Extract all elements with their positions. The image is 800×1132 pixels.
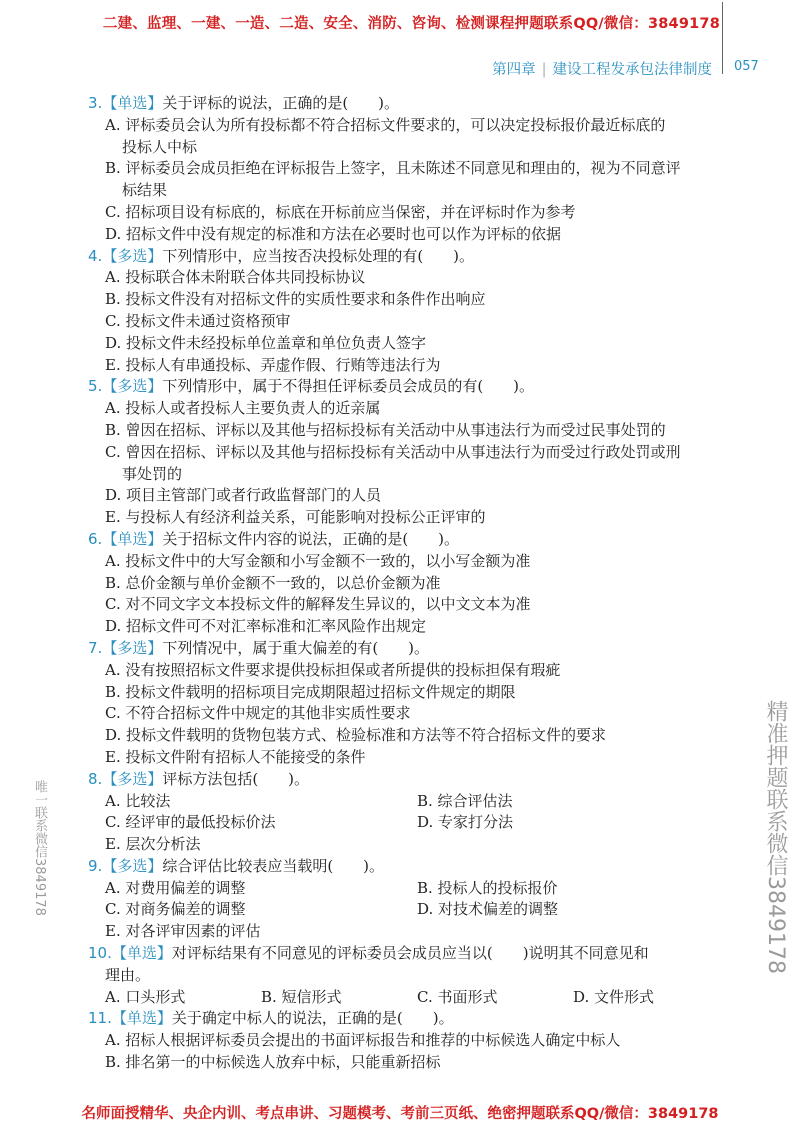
option-row [88, 987, 738, 1009]
question-type: 【多选】 [102, 377, 163, 396]
option: E. 层次分析法 [105, 835, 201, 854]
question-11 [88, 1008, 738, 1073]
option: D. 专家打分法 [417, 813, 514, 832]
header-divider [722, 2, 723, 74]
question-stem: 对评标结果有不同意见的评标委员会成员应当以( )说明其不同意见和 [171, 944, 649, 963]
question-type: 【多选】 [102, 769, 163, 788]
question-number: 5. [88, 377, 103, 396]
watermark: 精准押题联系微信3849178 [763, 700, 788, 974]
question-type: 【多选】 [102, 246, 163, 265]
option: D. 招标文件中没有规定的标准和方法在必要时也可以作为评标的依据 [105, 224, 562, 243]
option: C. 对不同文字文本投标文件的解释发生异议的，以中文文本为准 [105, 595, 531, 614]
option: A. 口头形式 [105, 987, 186, 1006]
option: B. 投标文件载明的招标项目完成期限超过招标文件规定的期限 [105, 682, 516, 701]
question-stem: 下列情况中，属于重大偏差的有( )。 [162, 638, 430, 657]
option: C. 经评审的最低投标价法 [105, 813, 276, 832]
option-continued: 标结果 [122, 181, 168, 200]
option: E. 与投标人有经济利益关系，可能影响对投标公正评审的 [105, 508, 486, 527]
option: A. 比较法 [105, 791, 171, 810]
option: A. 招标人根据评标委员会提出的书面评标报告和推荐的中标候选人确定中标人 [105, 1031, 621, 1050]
option: D. 项目主管部门或者行政监督部门的人员 [105, 486, 382, 505]
chapter-number: 第四章 [492, 62, 536, 78]
question-stem: 关于评标的说法，正确的是( )。 [162, 94, 400, 112]
question-list [88, 93, 738, 1074]
question-number: 4. [88, 246, 103, 265]
option: D. 投标文件未经投标单位盖章和单位负责人签字 [105, 333, 427, 352]
question-number: 3. [88, 94, 103, 112]
option: E. 对各评审因素的评估 [105, 922, 261, 941]
question-7 [88, 638, 738, 769]
option: B. 总价金额与单价金额不一致的，以总价金额为准 [105, 573, 441, 592]
question-number: 6. [88, 529, 103, 548]
question-type: 【多选】 [102, 856, 163, 875]
option: A. 评标委员会认为所有投标都不符合招标文件要求的，可以决定投标报价最近标底的 [105, 115, 666, 134]
chapter-separator: | [541, 62, 547, 78]
watermark: 唯一联系微信3849178 [32, 780, 47, 916]
option: C. 不符合招标文件中规定的其他非实质性要求 [105, 704, 411, 723]
chapter-title: 建设工程发承包法律制度 [552, 62, 712, 78]
option: C. 曾因在招标、评标以及其他与招标投标有关活动中从事违法行为而受过行政处罚或刑 [105, 442, 681, 461]
option: A. 对费用偏差的调整 [105, 878, 246, 897]
option: E. 投标人有串通投标、弄虚作假、行贿等违法行为 [105, 355, 441, 374]
question-number: 9. [88, 856, 103, 875]
page-number: 057 [734, 59, 759, 74]
option: B. 曾因在招标、评标以及其他与招标投标有关活动中从事违法行为而受过民事处罚的 [105, 420, 666, 439]
option: C. 招标项目设有标底的，标底在开标前应当保密，并在评标时作为参考 [105, 202, 576, 221]
question-type: 【单选】 [111, 1009, 172, 1028]
question-6 [88, 529, 738, 638]
option-continued: 投标人中标 [122, 137, 198, 156]
option: B. 投标文件没有对招标文件的实质性要求和条件作出响应 [105, 290, 486, 309]
question-type: 【多选】 [102, 638, 163, 657]
option-row [88, 899, 738, 921]
question-9 [88, 856, 738, 943]
option: C. 对商务偏差的调整 [105, 900, 246, 919]
option-row [88, 812, 738, 834]
option-row [88, 791, 738, 813]
promo-banner: 二建、监理、一建、一造、二造、安全、消防、咨询、检测课程押题联系QQ/微信：3849178 [102, 16, 720, 32]
option: E. 投标文件附有招标人不能接受的条件 [105, 747, 366, 766]
question-4 [88, 246, 738, 377]
option: D. 文件形式 [573, 987, 655, 1006]
question-type: 【单选】 [111, 944, 172, 963]
option-row [88, 878, 738, 900]
question-type: 【单选】 [102, 529, 163, 548]
question-stem: 下列情形中，应当按否决投标处理的有( )。 [162, 246, 475, 265]
question-stem-continued: 理由。 [105, 965, 151, 984]
option: C. 投标文件未通过资格预审 [105, 311, 291, 330]
option: A. 投标文件中的大写金额和小写金额不一致的，以小写金额为准 [105, 551, 531, 570]
option: D. 对技术偏差的调整 [417, 900, 559, 919]
question-type: 【单选】 [102, 94, 163, 112]
promo-footer: 名师面授精华、央企内训、考点串讲、习题模考、考前三页纸、绝密押题联系QQ/微信：3849178 [81, 1106, 719, 1122]
option: A. 投标联合体未附联合体共同投标协议 [105, 268, 366, 287]
question-stem: 综合评估比较表应当载明( )。 [162, 856, 385, 875]
option: B. 排名第一的中标候选人放弃中标，只能重新招标 [105, 1053, 441, 1072]
question-number: 11. [88, 1009, 112, 1028]
question-number: 10. [88, 944, 112, 963]
question-3 [88, 93, 738, 246]
option: B. 评标委员会成员拒绝在评标报告上签字，且未陈述不同意见和理由的，视为不同意评 [105, 159, 681, 178]
option: B. 投标人的投标报价 [417, 878, 558, 897]
question-stem: 评标方法包括( )。 [162, 769, 310, 788]
option: C. 书面形式 [417, 987, 498, 1006]
option: B. 短信形式 [261, 987, 342, 1006]
question-10 [88, 943, 738, 1008]
option-continued: 事处罚的 [122, 464, 183, 483]
question-number: 8. [88, 769, 103, 788]
question-8 [88, 769, 738, 856]
question-stem: 关于确定中标人的说法，正确的是( )。 [171, 1009, 454, 1028]
option: D. 招标文件可不对汇率标准和汇率风险作出规定 [105, 617, 427, 636]
question-stem: 下列情形中，属于不得担任评标委员会成员的有( )。 [162, 377, 535, 396]
option: A. 投标人或者投标人主要负责人的近亲属 [105, 399, 381, 418]
question-number: 7. [88, 638, 103, 657]
chapter-header [492, 58, 712, 79]
option: D. 投标文件载明的货物包装方式、检验标准和方法等不符合招标文件的要求 [105, 726, 607, 745]
option: B. 综合评估法 [417, 791, 513, 810]
option: A. 没有按照招标文件要求提供投标担保或者所提供的投标担保有瑕疵 [105, 660, 561, 679]
question-stem: 关于招标文件内容的说法，正确的是( )。 [162, 529, 460, 548]
question-5 [88, 376, 738, 529]
